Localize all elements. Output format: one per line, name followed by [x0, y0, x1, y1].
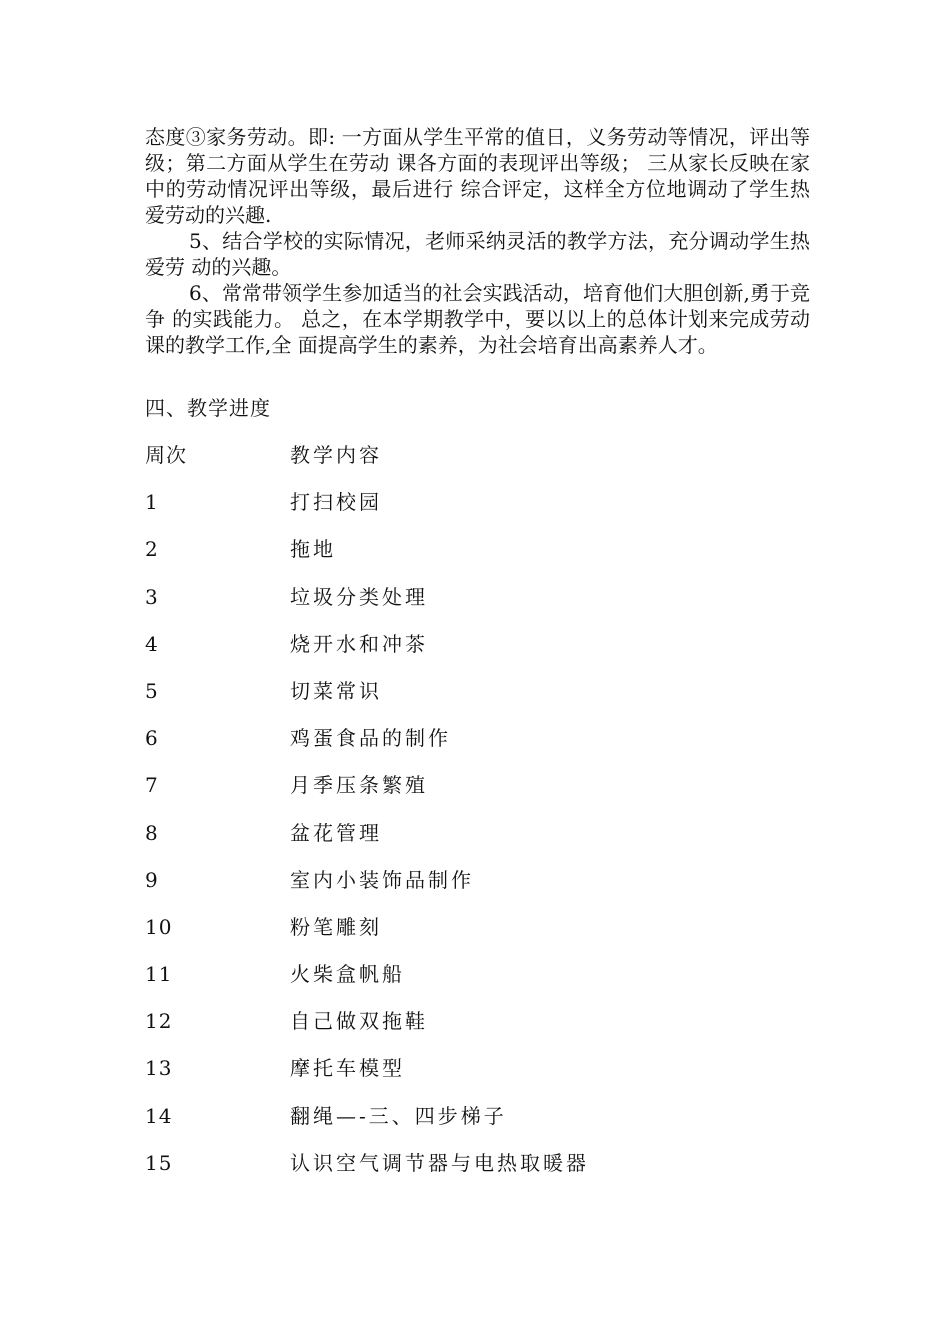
- lesson-content: 烧开水和冲茶: [290, 631, 428, 656]
- table-row: [145, 820, 810, 867]
- paragraph-point-6: 6、常常带领学生参加适当的社会实践活动，培育他们大胆创新,勇于竞争 的实践能力。 总之，在本学期教学中，要以以上的总体计划来完成劳动课的教学工作,全 面提高学生的素养，为社会培育出高素养人才。: [145, 281, 810, 357]
- table-row: [145, 1150, 810, 1197]
- section-heading: 四、教学进度: [145, 396, 271, 420]
- lesson-content: 打扫校园: [290, 490, 382, 515]
- table-row: [145, 678, 810, 725]
- week-number: 5: [145, 678, 159, 703]
- lesson-content: 火柴盒帆船: [290, 962, 405, 987]
- week-number: 13: [145, 1056, 173, 1081]
- schedule-header-row: [145, 442, 810, 489]
- lesson-content: 垃圾分类处理: [290, 584, 428, 609]
- week-number: 6: [145, 726, 159, 751]
- lesson-content: 翻绳—-三、四步梯子: [290, 1103, 507, 1128]
- table-row: [145, 772, 810, 819]
- table-row: [145, 961, 810, 1008]
- table-row: [145, 867, 810, 914]
- week-number: 12: [145, 1009, 173, 1034]
- lesson-content: 月季压条繁殖: [290, 773, 428, 798]
- lesson-content: 粉笔雕刻: [290, 914, 382, 939]
- table-row: [145, 536, 810, 583]
- lesson-content: 拖地: [290, 537, 336, 562]
- lesson-content: 摩托车模型: [290, 1056, 405, 1081]
- week-number: 9: [145, 867, 159, 892]
- week-number: 3: [145, 584, 159, 609]
- lesson-content: 自己做双拖鞋: [290, 1009, 428, 1034]
- week-number: 8: [145, 820, 159, 845]
- lesson-content: 室内小装饰品制作: [290, 867, 474, 892]
- table-row: [145, 725, 810, 772]
- table-row: [145, 914, 810, 961]
- table-row: [145, 489, 810, 536]
- table-row: [145, 1055, 810, 1102]
- week-number: 1: [145, 490, 159, 515]
- header-week: 周次: [145, 443, 187, 467]
- week-number: 14: [145, 1103, 173, 1128]
- lesson-content: 认识空气调节器与电热取暖器: [290, 1150, 589, 1175]
- lesson-content: 切菜常识: [290, 678, 382, 703]
- body-text: [145, 124, 810, 358]
- paragraph-point-5: 5、结合学校的实际情况，老师采纳灵活的教学方法，充分调动学生热爱劳 动的兴趣。: [145, 229, 810, 279]
- week-number: 7: [145, 773, 159, 798]
- week-number: 2: [145, 537, 159, 562]
- paragraph-evaluation: 态度③家务劳动。即: 一方面从学生平常的值日，义务劳动等情况，评出等级；第二方面从学生在劳动 课各方面的表现评出等级； 三从家长反映在家中的劳动情况评出等级，最后进行 综合评定，这样全方位地调动了学生热爱劳动的兴趣.: [145, 125, 810, 227]
- table-row: [145, 1103, 810, 1150]
- week-number: 4: [145, 631, 159, 656]
- table-row: [145, 631, 810, 678]
- lesson-content: 盆花管理: [290, 820, 382, 845]
- lesson-content: 鸡蛋食品的制作: [290, 726, 451, 751]
- table-row: [145, 1008, 810, 1055]
- week-number: 10: [145, 914, 173, 939]
- header-content: 教学内容: [290, 443, 382, 467]
- week-number: 15: [145, 1150, 173, 1175]
- week-number: 11: [145, 962, 173, 987]
- schedule-table: [145, 442, 810, 1197]
- table-row: [145, 584, 810, 631]
